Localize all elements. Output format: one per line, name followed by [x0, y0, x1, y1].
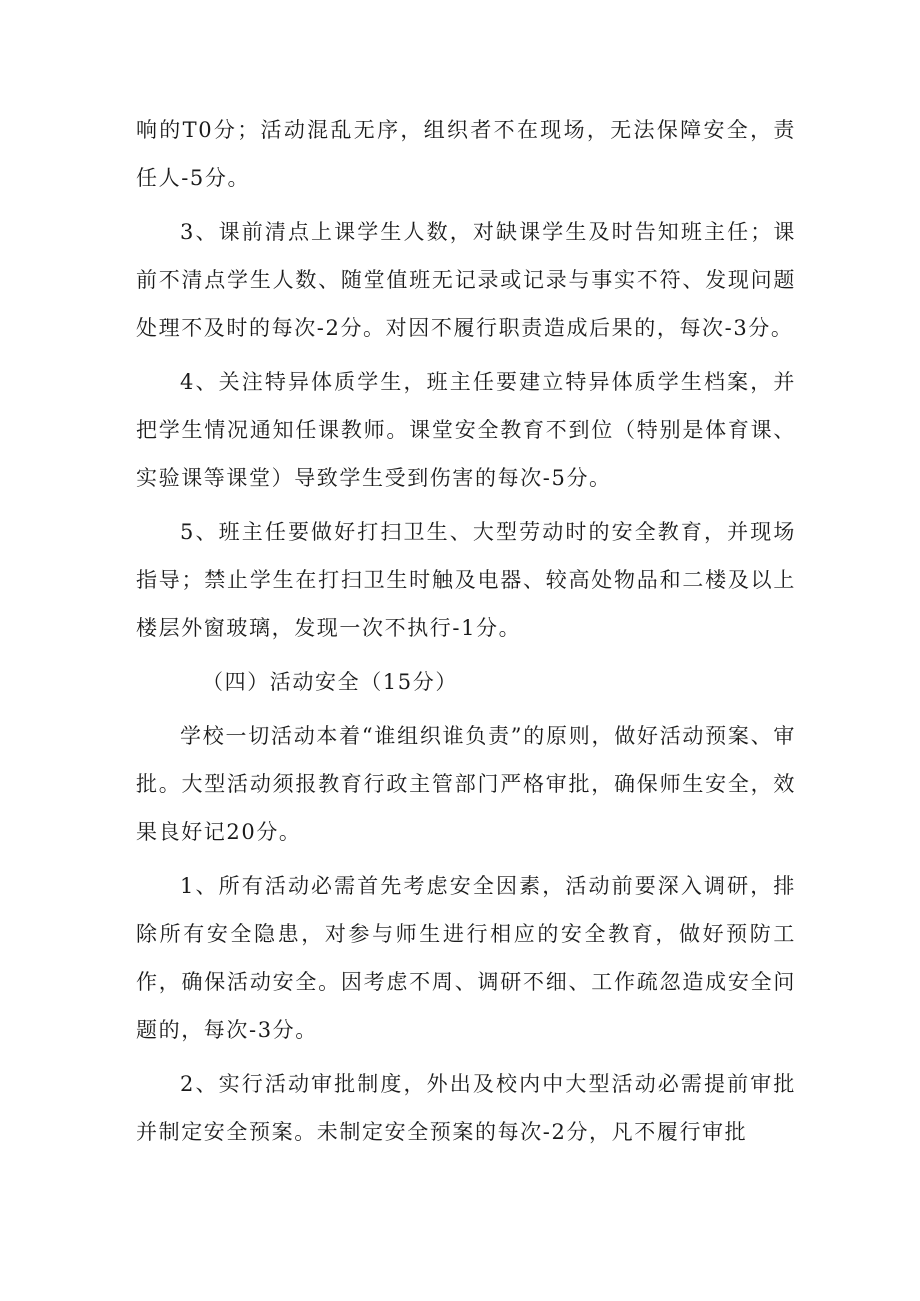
paragraph-item-2: 2、实行活动审批制度，外出及校内中大型活动必需提前审批并制定安全预案。未制定安全预案的每次-2分，凡不履行审批 [136, 1072, 796, 1144]
paragraph-item-5: 5、班主任要做好打扫卫生、大型劳动时的安全教育，并现场指导；禁止学生在打扫卫生时触及电器、较高处物品和二楼及以上楼层外窗玻璃，发现一次不执行-1分。 [136, 520, 796, 640]
paragraph-continuation: 响的T0分；活动混乱无序，组织者不在现场，无法保障安全，责任人-5分。 [136, 118, 796, 190]
paragraph-item-3: 3、课前清点上课学生人数，对缺课学生及时告知班主任；课前不清点学生人数、随堂值班无记录或记录与事实不符、发现问题处理不及时的每次-2分。对因不履行职责造成后果的，每次-3分。 [136, 220, 796, 340]
section-heading: （四）活动安全（15分） [202, 670, 458, 694]
paragraph-item-1: 1、所有活动必需首先考虑安全因素，活动前要深入调研，排除所有安全隐患，对参与师生进行相应的安全教育，做好预防工作，确保活动安全。因考虑不周、调研不细、工作疏忽造成安全问题的，每次-3分。 [136, 874, 796, 1042]
document-body [136, 106, 796, 1156]
paragraph-intro: 学校一切活动本着“谁组织谁负责”的原则，做好活动预案、审批。大型活动须报教育行政主管部门严格审批，确保师生安全，效果良好记20分。 [136, 724, 796, 844]
paragraph-item-4: 4、关注特异体质学生，班主任要建立特异体质学生档案，并把学生情况通知任课教师。课堂安全教育不到位（特别是体育课、实验课等课堂）导致学生受到伤害的每次-5分。 [136, 370, 796, 490]
